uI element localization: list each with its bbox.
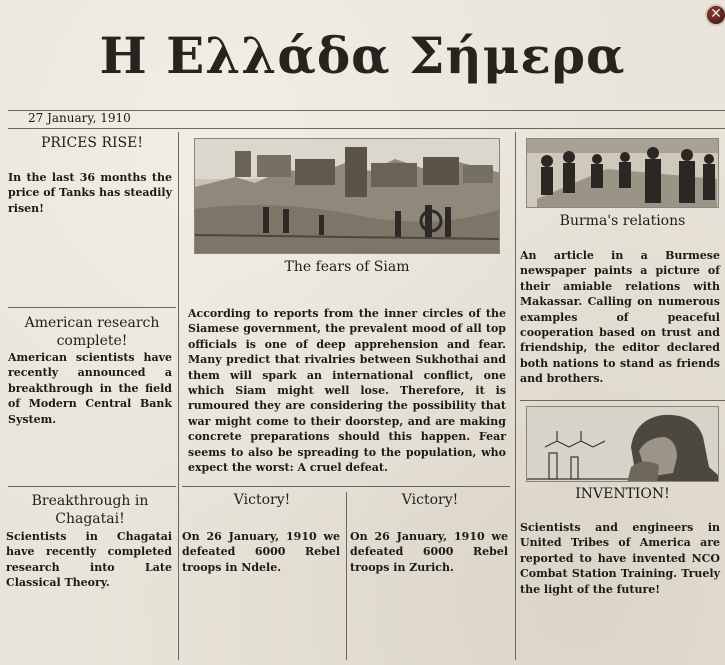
- date-rule: [8, 128, 725, 129]
- issue-date: 27 January, 1910: [28, 111, 131, 125]
- center-rule: [182, 486, 510, 487]
- victory-body-1: On 26 January, 1910 we defeated 6000 Rebel troops in Ndele.: [182, 530, 340, 574]
- burma-illustration: [526, 138, 719, 208]
- chagatai-body: Scientists in Chagatai have recently completed research into Late Classical Theory.: [6, 530, 172, 590]
- invention-engraving-image: [527, 407, 719, 482]
- chagatai-headline: Breakthrough in Chagatai!: [31, 493, 149, 527]
- siam-engraving-image: [195, 139, 500, 254]
- american-headline: American research complete!: [24, 315, 160, 349]
- column-divider-victories: [346, 492, 347, 660]
- column-divider-left: [178, 132, 179, 660]
- victory-headline-2: Victory!: [401, 492, 459, 508]
- burma-engraving-image: [527, 139, 719, 208]
- invention-body: Scientists and engineers in United Tribes of America are reported to have invented NCO Combat Station Training. Truely the light of the future!: [520, 521, 720, 596]
- siam-body: According to reports from the inner circles of the Siamese government, the prevalent mood of all top officials is one of deep apprehension and fear. Many predict that rivalries between Sukhothai and them will spark an international conflict, one which Siam might well lose. Therefore, it is rumoured they are considering the possibility that war might come to their doorstep, and are making concrete preparations should this happen. Fear seems to also be spreading to the population, who expect the worst: A cruel defeat.: [188, 307, 506, 475]
- newspaper-title: Η Ελλάδα Σήμερα: [99, 26, 626, 85]
- prices-headline: PRICES RISE!: [41, 135, 143, 151]
- left-rule-2: [8, 486, 176, 487]
- siam-caption: The fears of Siam: [284, 259, 410, 275]
- column-divider-right: [515, 132, 516, 660]
- victory-headline-1: Victory!: [233, 492, 291, 508]
- close-icon[interactable]: ✕: [705, 4, 725, 26]
- burma-body: An article in a Burmese newspaper paints a picture of their amiable relations with Makassar. Calling on numerous examples of peaceful cooperation based on trust and friendship, the editor declared both nations to stand as friends and brothers.: [520, 249, 720, 386]
- left-rule-1: [8, 307, 176, 308]
- invention-caption: INVENTION!: [575, 486, 670, 502]
- victory-body-2: On 26 January, 1910 we defeated 6000 Rebel troops in Zurich.: [350, 530, 508, 574]
- siam-illustration: [194, 138, 500, 254]
- invention-illustration: [526, 406, 719, 482]
- burma-caption: Burma's relations: [559, 213, 686, 229]
- prices-body: In the last 36 months the price of Tanks has steadily risen!: [8, 171, 172, 215]
- american-body: American scientists have recently announced a breakthrough in the field of Modern Central Bank System.: [8, 351, 172, 426]
- right-rule: [520, 400, 725, 401]
